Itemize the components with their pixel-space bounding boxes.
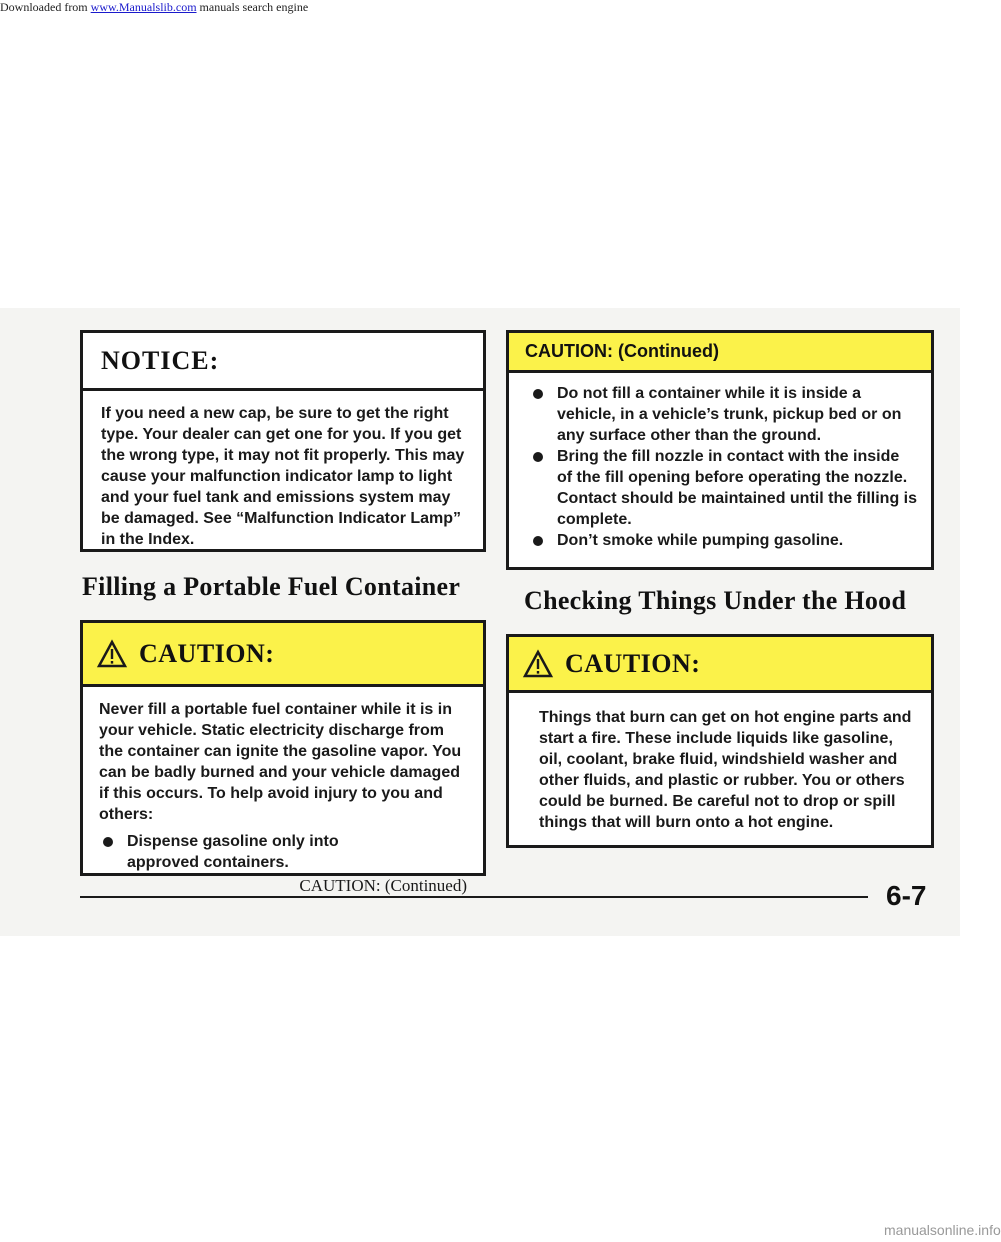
bullet-text: Dispense gasoline only into approved containers. (127, 833, 339, 871)
bullet-text: Don’t smoke while pumping gasoline. (557, 532, 844, 549)
notice-box (80, 330, 486, 552)
notice-header (83, 333, 483, 391)
bottom-rule (80, 896, 868, 898)
bullet-icon (533, 452, 543, 462)
bullet-icon (533, 536, 543, 546)
section-title-portable-fuel: Filling a Portable Fuel Container (82, 572, 461, 601)
download-source-note (0, 0, 308, 15)
caution-continued-label: CAUTION: (Continued) (299, 876, 467, 895)
bullet-icon (103, 837, 113, 847)
warning-triangle-icon (97, 640, 127, 668)
bullet-text: Do not fill a container while it is inside a vehicle, in a vehicle’s trunk, pickup bed or on any surface other than the ground. (557, 385, 902, 444)
caution-header-portable (83, 623, 483, 687)
bullet-text: Bring the fill nozzle in contact with the inside of the fill opening before operating the nozzle. Contact should be maintained until the filling is complete. (557, 448, 918, 528)
caution-title-portable: CAUTION: (139, 638, 275, 668)
bullet-icon (533, 389, 543, 399)
caution-continued-bullets (529, 383, 917, 551)
manualslib-link[interactable]: www.Manualslib.com (90, 0, 197, 14)
list-item (99, 831, 339, 873)
watermark: manualsonline.info (884, 1222, 1001, 1238)
caution-header-hood (509, 637, 931, 693)
caution-box-portable (80, 620, 486, 895)
warning-triangle-icon (523, 650, 553, 678)
page-number: 6-7 (886, 880, 927, 911)
caution-continued-box (506, 330, 934, 570)
caution-body-portable (83, 687, 483, 896)
list-item (529, 530, 917, 551)
caution-continued-body (509, 373, 931, 551)
caution-continued-header (509, 333, 931, 373)
caution-continued-title: CAUTION: (Continued) (525, 341, 719, 361)
list-item (529, 446, 917, 530)
notice-body: If you need a new cap, be sure to get the right type. Your dealer can get one for you. If you get the wrong type, it may not fit properly. This may cause your malfunction indicator lamp to light and your fuel tank and emissions system may be damaged. See “Malfunction Indicator Lamp” in the Index. (101, 405, 465, 548)
caution-bullets-portable (99, 831, 339, 873)
section-title-under-hood: Checking Things Under the Hood (524, 586, 907, 615)
download-suffix: manuals search engine (196, 0, 309, 14)
list-item (529, 383, 917, 446)
caution-text-portable: Never fill a portable fuel container while it is in your vehicle. Static electricity discharge from the container can ignite the gasoline vapor. You can be badly burned and your vehicle damaged if this occurs. To help avoid injury to you and others: (99, 701, 462, 823)
download-prefix: Downloaded from (0, 0, 91, 14)
caution-box-hood (506, 634, 934, 848)
caution-title-hood: CAUTION: (565, 648, 701, 678)
caution-body-hood: Things that burn can get on hot engine parts and start a fire. These include liquids like gasoline, oil, coolant, brake fluid, windshield washer and other fluids, and plastic or rubber. You or others could be burned. Be careful not to drop or spill things that will burn onto a hot engine. (539, 709, 912, 831)
notice-title: NOTICE: (101, 345, 220, 375)
